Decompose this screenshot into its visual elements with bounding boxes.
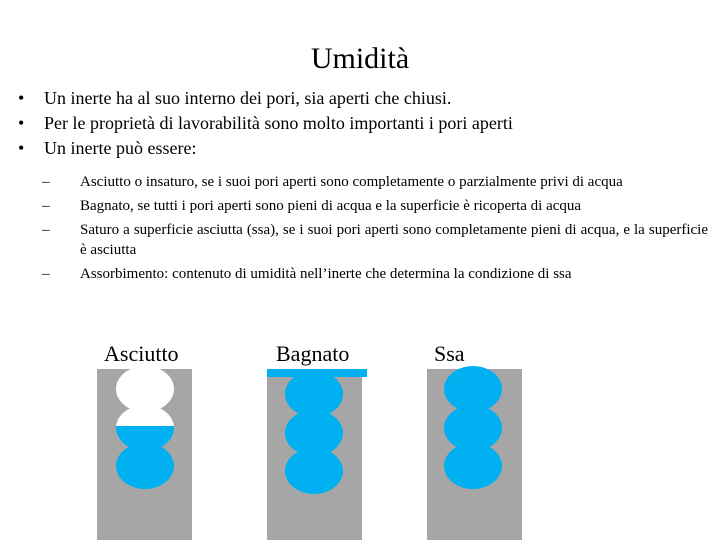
water-filled-pore	[116, 443, 174, 489]
dash-mark: –	[42, 266, 50, 282]
label-ssa: Ssa	[434, 341, 465, 366]
aggregate-ssd	[427, 366, 522, 540]
bullet-mark: •	[18, 138, 25, 158]
bullet-mark: •	[18, 113, 25, 133]
water-filled-pore	[285, 448, 343, 494]
dash-mark: –	[42, 198, 50, 214]
aggregate-wet	[267, 369, 367, 540]
sub-bullet-text: Asciutto o insaturo, se i suoi pori aperti sono completamente o parzialmente privi di acqua	[80, 174, 623, 190]
dash-mark: –	[42, 174, 50, 190]
dash-mark: –	[42, 222, 50, 238]
label-asciutto: Asciutto	[104, 341, 179, 366]
slide-title: Umidità	[310, 42, 410, 75]
bullet-text: Un inerte può essere:	[44, 138, 197, 158]
sub-bullet-text: Saturo a superficie asciutta (ssa), se i suoi pori aperti sono completamente pieni di acqua, e la superficie è asciutta	[80, 222, 708, 258]
bullet-text: Per le proprietà di lavorabilità sono molto importanti i pori aperti	[44, 113, 513, 133]
bullet-mark: •	[18, 88, 25, 108]
aggregate-dry	[97, 366, 192, 540]
bullet-text: Un inerte ha al suo interno dei pori, sia aperti che chiusi.	[44, 88, 452, 108]
label-bagnato: Bagnato	[276, 341, 350, 366]
sub-bullet-text: Assorbimento: contenuto di umidità nell’inerte che determina la condizione di ssa	[80, 266, 572, 282]
water-filled-pore	[444, 443, 502, 489]
sub-bullet-text: Bagnato, se tutti i pori aperti sono pieni di acqua e la superficie è ricoperta di acqua	[80, 198, 582, 214]
